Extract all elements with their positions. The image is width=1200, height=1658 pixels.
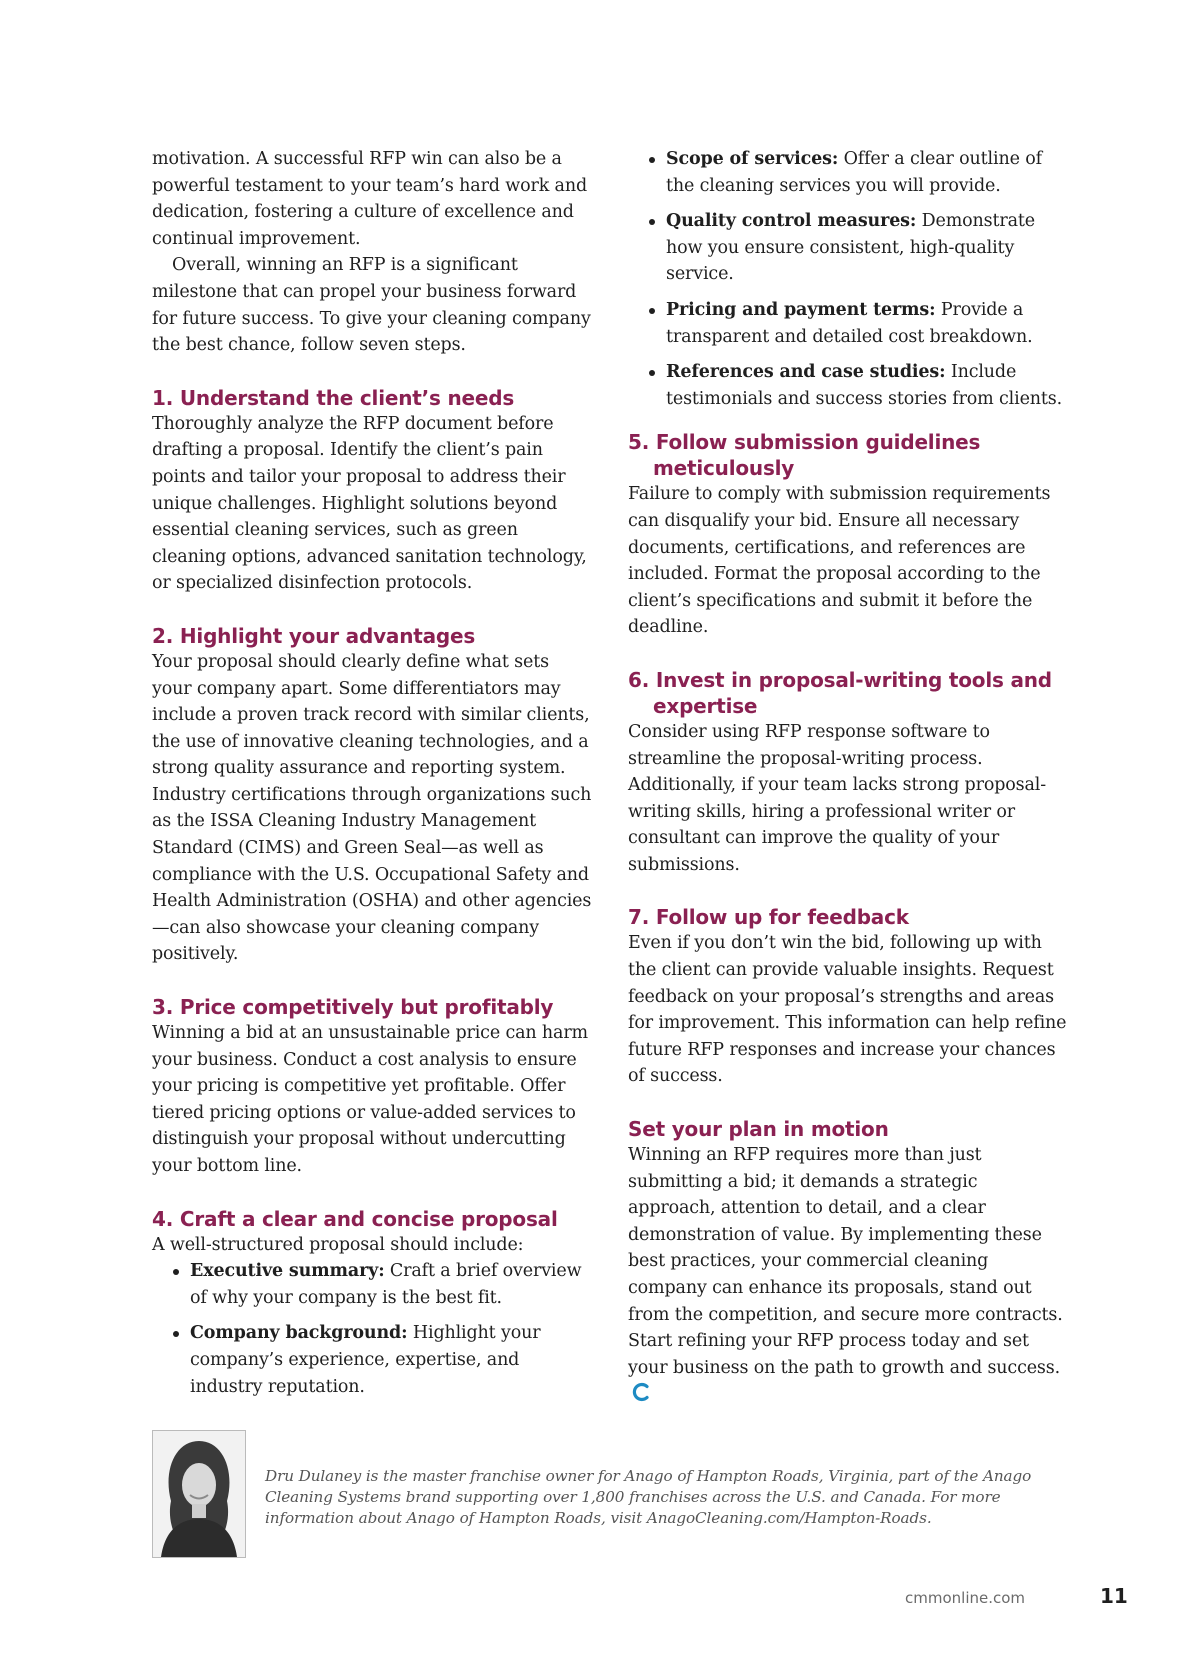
- left-column: [152, 146, 592, 1409]
- section-heading: Set your plan in motion: [628, 1117, 889, 1142]
- list-item: [628, 359, 1068, 412]
- section-body: Thoroughly analyze the RFP document before drafting a proposal. Identify the client’s pain points and tailor your proposal to address their unique challenges. Highlight solutions beyond essential cleaning services, such as green cleaning options, advanced sanitation technology, or specialized disinfection protocols.: [152, 413, 587, 594]
- bullet-text: Include testimonials and success stories from clients.: [666, 362, 1063, 409]
- author-portrait-graphic: [153, 1431, 245, 1557]
- section-body: Even if you don’t win the bid, following up with the client can provide valuable insights. Request feedback on your proposal’s strengths and areas for improvement. This information can help refine future RFP responses and increase your chances of success.: [628, 933, 1067, 1087]
- intro-paragraph: Overall, winning an RFP is a significant milestone that can propel your business forward for future success. To give your cleaning company the best chance, follow seven steps.: [152, 255, 591, 356]
- author-bio: Dru Dulaney is the master franchise owner for Anago of Hampton Roads, Virginia, part of the Anago Cleaning Systems brand supporting over 1,800 franchises across the U.S. and Canada. For more information about Anago of Hampton Roads, visit AnagoCleaning.com/Hampton-Roads.: [265, 1467, 1032, 1527]
- bullet-term: References and case studies:: [666, 362, 946, 383]
- bullet-text: Highlight your company’s experience, expertise, and industry reputation.: [190, 1323, 541, 1397]
- list-item: [152, 1320, 592, 1400]
- proposal-elements-list: [152, 1258, 592, 1400]
- section-body: Winning a bid at an unsustainable price can harm your business. Conduct a cost analysis to ensure your pricing is competitive yet profitable. Offer tiered pricing options or value-added services to distinguish your proposal without undercutting your bottom line.: [152, 1023, 588, 1176]
- section-3: [152, 994, 592, 1180]
- section-heading: 2. Highlight your advantages: [152, 623, 476, 648]
- end-of-article-icon: [632, 1382, 650, 1402]
- section-7: [628, 904, 1068, 1090]
- section-4: [152, 1206, 592, 1401]
- bullet-text: Demonstrate how you ensure consistent, high-quality service.: [666, 211, 1035, 285]
- author-photo: [152, 1430, 246, 1558]
- bullet-term: Scope of services:: [666, 149, 839, 169]
- list-item: [628, 208, 1068, 288]
- section-6: [628, 667, 1068, 879]
- conclusion-section: [628, 1116, 1068, 1408]
- section-heading: 7. Follow up for feedback: [628, 905, 909, 930]
- page-number: 11: [1100, 1584, 1128, 1608]
- section-1: [152, 385, 592, 597]
- section-body: Failure to comply with submission requirements can disqualify your bid. Ensure all necessary documents, certifications, and references are included. Format the proposal according to the client’s specifications and submit it before the deadline.: [628, 484, 1051, 638]
- list-item: [628, 297, 1068, 350]
- section-heading: 1. Understand the client’s needs: [152, 385, 515, 410]
- bullet-term: Quality control measures:: [666, 211, 917, 232]
- proposal-elements-list-continued: [628, 146, 1068, 412]
- bullet-text: Offer a clear outline of the cleaning services you will provide.: [666, 149, 1042, 196]
- right-column: [628, 146, 1068, 1408]
- conclusion-text: Winning an RFP requires more than just submitting a bid; it demands a strategic approach, attention to detail, and a clear demonstration of value. By implementing these best practices, your commercial cleaning company can enhance its proposals, stand out from the competition, and secure more contracts. Start refining your RFP process today and set your business on the path to growth and success.: [628, 1145, 1063, 1378]
- section-2: [152, 623, 592, 968]
- bullet-term: Company background:: [190, 1323, 408, 1344]
- bullet-text: Provide a transparent and detailed cost breakdown.: [666, 299, 1033, 347]
- section-body: A well-structured proposal should include:: [152, 1234, 524, 1255]
- section-heading: 5. Follow submission guidelines meticulously: [628, 430, 981, 481]
- list-item: [628, 146, 1068, 199]
- section-body: Consider using RFP response software to streamline the proposal-writing process. Additionally, if your team lacks strong proposal-writing skills, hiring a professional writer or consultant can improve the quality of your submissions.: [628, 721, 1046, 875]
- section-5: [628, 429, 1068, 641]
- section-heading: 4. Craft a clear and concise proposal: [152, 1206, 558, 1231]
- section-heading: 6. Invest in proposal-writing tools and expertise: [628, 667, 1052, 718]
- section-heading: 3. Price competitively but profitably: [152, 995, 554, 1020]
- footer-site-url: cmmonline.com: [905, 1589, 1026, 1607]
- bullet-text: Craft a brief overview of why your company is the best fit.: [190, 1261, 582, 1308]
- section-body: Your proposal should clearly define what sets your company apart. Some differentiators may include a proven track record with similar clients, the use of innovative cleaning technologies, and a strong quality assurance and reporting system. Industry certifications through organizations such as the ISSA Cleaning Industry Management Standard (CIMS) and Green Seal—as well as compliance with the U.S. Occupational Safety and Health Administration (OSHA) and other agencies—can also showcase your cleaning company positively.: [152, 651, 592, 965]
- bullet-term: Pricing and payment terms:: [666, 299, 936, 320]
- section-body: [628, 1142, 1068, 1408]
- list-item: [152, 1258, 592, 1311]
- intro-paragraph: motivation. A successful RFP win can also be a powerful testament to your team’s hard work and dedication, fostering a culture of excellence and continual improvement.: [152, 149, 588, 249]
- bullet-term: Executive summary:: [190, 1261, 385, 1282]
